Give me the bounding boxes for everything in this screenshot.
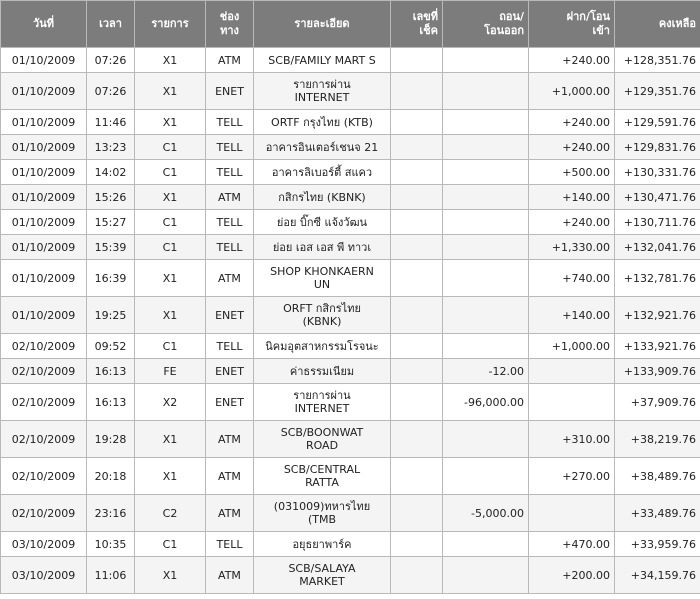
- cell-channel: ENET: [206, 359, 254, 384]
- cell-time: 19:28: [87, 421, 135, 458]
- cell-balance: +129,351.76: [615, 73, 700, 110]
- cell-cheque: [391, 48, 443, 73]
- cell-withdraw: [443, 260, 529, 297]
- cell-type: C1: [135, 135, 206, 160]
- header-deposit: [529, 1, 615, 48]
- cell-type: C1: [135, 334, 206, 359]
- cell-description-line1: ย่อย บิ๊กซี แจ้งวัฒน: [276, 215, 368, 229]
- cell-balance: +130,471.76: [615, 185, 700, 210]
- header-cheque: [391, 1, 443, 48]
- header-deposit-line2: เข้า: [592, 24, 610, 37]
- header-deposit-line1: ฝาก/โอน: [566, 10, 610, 23]
- cell-deposit: +1,000.00: [529, 334, 615, 359]
- cell-description: [254, 384, 391, 421]
- cell-channel: TELL: [206, 210, 254, 235]
- cell-deposit: +270.00: [529, 458, 615, 495]
- cell-description-line1: SHOP KHONKAERN: [270, 265, 374, 278]
- table-row: [1, 334, 700, 359]
- cell-channel: TELL: [206, 160, 254, 185]
- cell-description-line1: ORTF กรุงไทย (KTB): [271, 115, 373, 129]
- cell-date: 03/10/2009: [1, 532, 87, 557]
- cell-cheque: [391, 458, 443, 495]
- cell-time: 07:26: [87, 73, 135, 110]
- cell-cheque: [391, 210, 443, 235]
- cell-time: 16:39: [87, 260, 135, 297]
- table-row: [1, 210, 700, 235]
- cell-withdraw: [443, 73, 529, 110]
- cell-deposit: +240.00: [529, 110, 615, 135]
- cell-description-line2: INTERNET: [294, 91, 350, 104]
- cell-date: 01/10/2009: [1, 210, 87, 235]
- cell-deposit: +470.00: [529, 532, 615, 557]
- cell-channel: ATM: [206, 495, 254, 532]
- header-channel-line1: ช่อง: [219, 10, 240, 23]
- cell-type: C1: [135, 532, 206, 557]
- cell-withdraw: [443, 48, 529, 73]
- cell-description-line1: SCB/CENTRAL: [283, 463, 361, 476]
- cell-cheque: [391, 384, 443, 421]
- cell-time: 15:27: [87, 210, 135, 235]
- cell-withdraw: [443, 160, 529, 185]
- cell-withdraw: [443, 334, 529, 359]
- header-channel-line2: ทาง: [220, 24, 239, 37]
- cell-description-line1: อาคารลิเบอร์ตี้ สแคว: [271, 165, 373, 179]
- cell-time: 23:16: [87, 495, 135, 532]
- cell-date: 01/10/2009: [1, 160, 87, 185]
- cell-description-line1: (031009)ทหารไทย: [273, 500, 371, 513]
- table-row: [1, 532, 700, 557]
- cell-date: 02/10/2009: [1, 495, 87, 532]
- cell-withdraw: -12.00: [443, 359, 529, 384]
- cell-description-line2: (TMB: [307, 513, 337, 526]
- cell-description: [254, 458, 391, 495]
- cell-deposit: +310.00: [529, 421, 615, 458]
- cell-description-line1: รายการผ่าน: [293, 78, 351, 91]
- cell-balance: +130,711.76: [615, 210, 700, 235]
- cell-type: X1: [135, 48, 206, 73]
- cell-balance: +130,331.76: [615, 160, 700, 185]
- cell-description: [254, 421, 391, 458]
- cell-description: [254, 48, 391, 73]
- cell-balance: +133,921.76: [615, 334, 700, 359]
- cell-cheque: [391, 297, 443, 334]
- table-row: [1, 73, 700, 110]
- cell-withdraw: [443, 185, 529, 210]
- cell-withdraw: [443, 421, 529, 458]
- cell-date: 02/10/2009: [1, 421, 87, 458]
- cell-date: 01/10/2009: [1, 73, 87, 110]
- cell-balance: +133,909.76: [615, 359, 700, 384]
- cell-channel: ATM: [206, 260, 254, 297]
- cell-withdraw: [443, 557, 529, 594]
- cell-time: 07:26: [87, 48, 135, 73]
- cell-deposit: +240.00: [529, 210, 615, 235]
- cell-withdraw: [443, 210, 529, 235]
- cell-type: X1: [135, 458, 206, 495]
- header-description: รายละเอียด: [254, 1, 391, 48]
- cell-description-line2: MARKET: [299, 575, 345, 588]
- cell-deposit: [529, 495, 615, 532]
- cell-deposit: +200.00: [529, 557, 615, 594]
- cell-balance: +38,219.76: [615, 421, 700, 458]
- cell-balance: +129,831.76: [615, 135, 700, 160]
- cell-type: X1: [135, 421, 206, 458]
- cell-description-line1: ORFT กสิกรไทย: [283, 302, 361, 315]
- cell-withdraw: [443, 135, 529, 160]
- cell-time: 16:13: [87, 359, 135, 384]
- header-withdraw-line2: โอนออก: [484, 24, 524, 37]
- cell-date: 01/10/2009: [1, 297, 87, 334]
- table-row: [1, 359, 700, 384]
- header-cheque-line1: เลขที่: [412, 10, 438, 23]
- cell-time: 11:46: [87, 110, 135, 135]
- cell-description: [254, 532, 391, 557]
- table-row: [1, 260, 700, 297]
- cell-balance: +33,489.76: [615, 495, 700, 532]
- cell-channel: TELL: [206, 110, 254, 135]
- cell-description: [254, 73, 391, 110]
- cell-date: 01/10/2009: [1, 235, 87, 260]
- cell-description: [254, 135, 391, 160]
- cell-withdraw: -5,000.00: [443, 495, 529, 532]
- cell-description-line1: ย่อย เอส เอส พี ทาวเ: [272, 240, 372, 254]
- cell-time: 14:02: [87, 160, 135, 185]
- cell-withdraw: [443, 458, 529, 495]
- cell-deposit: +500.00: [529, 160, 615, 185]
- cell-deposit: [529, 384, 615, 421]
- cell-channel: ATM: [206, 458, 254, 495]
- table-row: [1, 185, 700, 210]
- cell-time: 15:39: [87, 235, 135, 260]
- header-cheque-line2: เช็ค: [419, 24, 438, 37]
- cell-time: 11:06: [87, 557, 135, 594]
- header-withdraw: [443, 1, 529, 48]
- cell-type: X1: [135, 557, 206, 594]
- table-row: [1, 110, 700, 135]
- cell-description-line1: SCB/FAMILY MART S: [268, 53, 376, 67]
- cell-description-line1: SCB/SALAYA: [288, 562, 356, 575]
- cell-type: X2: [135, 384, 206, 421]
- cell-date: 01/10/2009: [1, 260, 87, 297]
- cell-date: 01/10/2009: [1, 48, 87, 73]
- cell-channel: TELL: [206, 235, 254, 260]
- cell-cheque: [391, 334, 443, 359]
- cell-channel: ATM: [206, 557, 254, 594]
- cell-description-line1: รายการผ่าน: [293, 389, 351, 402]
- cell-deposit: [529, 359, 615, 384]
- cell-date: 02/10/2009: [1, 359, 87, 384]
- table-row: [1, 160, 700, 185]
- cell-description: [254, 359, 391, 384]
- cell-type: C2: [135, 495, 206, 532]
- cell-channel: TELL: [206, 334, 254, 359]
- cell-description: [254, 110, 391, 135]
- cell-description: [254, 297, 391, 334]
- cell-description: [254, 557, 391, 594]
- cell-deposit: +240.00: [529, 135, 615, 160]
- cell-balance: +33,959.76: [615, 532, 700, 557]
- cell-description-line1: SCB/BOONWAT: [280, 426, 364, 439]
- cell-type: FE: [135, 359, 206, 384]
- cell-balance: +37,909.76: [615, 384, 700, 421]
- cell-balance: +129,591.76: [615, 110, 700, 135]
- cell-channel: ATM: [206, 421, 254, 458]
- cell-description-line2: UN: [313, 278, 331, 291]
- cell-deposit: +140.00: [529, 297, 615, 334]
- table-row: [1, 458, 700, 495]
- cell-description-line1: กสิกรไทย (KBNK): [278, 190, 366, 204]
- cell-withdraw: [443, 297, 529, 334]
- table-row: [1, 297, 700, 334]
- cell-description: [254, 260, 391, 297]
- cell-deposit: +140.00: [529, 185, 615, 210]
- cell-withdraw: [443, 110, 529, 135]
- cell-description-line2: RATTA: [305, 476, 339, 489]
- cell-type: C1: [135, 160, 206, 185]
- table-row: [1, 384, 700, 421]
- table-row: [1, 495, 700, 532]
- table-row: [1, 135, 700, 160]
- header-channel: [206, 1, 254, 48]
- cell-description: [254, 235, 391, 260]
- cell-date: 01/10/2009: [1, 110, 87, 135]
- cell-cheque: [391, 73, 443, 110]
- cell-withdraw: [443, 235, 529, 260]
- cell-channel: ENET: [206, 73, 254, 110]
- cell-balance: +128,351.76: [615, 48, 700, 73]
- cell-balance: +132,921.76: [615, 297, 700, 334]
- table-row: [1, 48, 700, 73]
- cell-type: X1: [135, 73, 206, 110]
- cell-time: 10:35: [87, 532, 135, 557]
- header-withdraw-line1: ถอน/: [499, 10, 524, 23]
- cell-description: [254, 334, 391, 359]
- cell-description-line2: INTERNET: [294, 402, 350, 415]
- cell-time: 16:13: [87, 384, 135, 421]
- cell-channel: ATM: [206, 185, 254, 210]
- table-row: [1, 421, 700, 458]
- cell-date: 02/10/2009: [1, 334, 87, 359]
- cell-date: 01/10/2009: [1, 135, 87, 160]
- cell-cheque: [391, 160, 443, 185]
- cell-description-line1: อาคารอินเตอร์เชนจ 21: [265, 140, 379, 154]
- cell-balance: +132,041.76: [615, 235, 700, 260]
- cell-withdraw: -96,000.00: [443, 384, 529, 421]
- cell-cheque: [391, 532, 443, 557]
- cell-date: 02/10/2009: [1, 384, 87, 421]
- cell-description-line1: ค่าธรรมเนียม: [289, 364, 355, 378]
- cell-channel: TELL: [206, 532, 254, 557]
- cell-channel: ATM: [206, 48, 254, 73]
- cell-description-line2: ROAD: [305, 439, 339, 452]
- cell-channel: ENET: [206, 297, 254, 334]
- cell-date: 03/10/2009: [1, 557, 87, 594]
- cell-cheque: [391, 495, 443, 532]
- cell-balance: +132,781.76: [615, 260, 700, 297]
- header-time: เวลา: [87, 1, 135, 48]
- cell-deposit: +240.00: [529, 48, 615, 73]
- header-date: วันที่: [1, 1, 87, 48]
- cell-description-line1: นิคมอุตสาหกรรมโรจนะ: [265, 339, 379, 353]
- cell-time: 09:52: [87, 334, 135, 359]
- cell-type: C1: [135, 210, 206, 235]
- header-row: [1, 1, 700, 48]
- cell-type: C1: [135, 235, 206, 260]
- cell-date: 02/10/2009: [1, 458, 87, 495]
- cell-type: X1: [135, 110, 206, 135]
- cell-deposit: +1,000.00: [529, 73, 615, 110]
- cell-deposit: +1,330.00: [529, 235, 615, 260]
- cell-balance: +38,489.76: [615, 458, 700, 495]
- cell-time: 20:18: [87, 458, 135, 495]
- cell-time: 19:25: [87, 297, 135, 334]
- cell-cheque: [391, 235, 443, 260]
- cell-deposit: +740.00: [529, 260, 615, 297]
- cell-description-line2: (KBNK): [302, 315, 342, 328]
- table-row: [1, 235, 700, 260]
- cell-description: [254, 185, 391, 210]
- header-type: รายการ: [135, 1, 206, 48]
- cell-description: [254, 495, 391, 532]
- cell-date: 01/10/2009: [1, 185, 87, 210]
- cell-channel: ENET: [206, 384, 254, 421]
- cell-type: X1: [135, 185, 206, 210]
- header-balance: คงเหลือ: [615, 1, 700, 48]
- cell-channel: TELL: [206, 135, 254, 160]
- cell-time: 15:26: [87, 185, 135, 210]
- cell-type: X1: [135, 297, 206, 334]
- cell-type: X1: [135, 260, 206, 297]
- cell-time: 13:23: [87, 135, 135, 160]
- cell-description: [254, 210, 391, 235]
- cell-cheque: [391, 421, 443, 458]
- cell-description-line1: อยุธยาพาร์ค: [292, 537, 352, 551]
- cell-description: [254, 160, 391, 185]
- cell-cheque: [391, 110, 443, 135]
- cell-cheque: [391, 557, 443, 594]
- cell-cheque: [391, 185, 443, 210]
- cell-cheque: [391, 260, 443, 297]
- cell-cheque: [391, 135, 443, 160]
- table-row: [1, 557, 700, 594]
- cell-withdraw: [443, 532, 529, 557]
- cell-cheque: [391, 359, 443, 384]
- cell-balance: +34,159.76: [615, 557, 700, 594]
